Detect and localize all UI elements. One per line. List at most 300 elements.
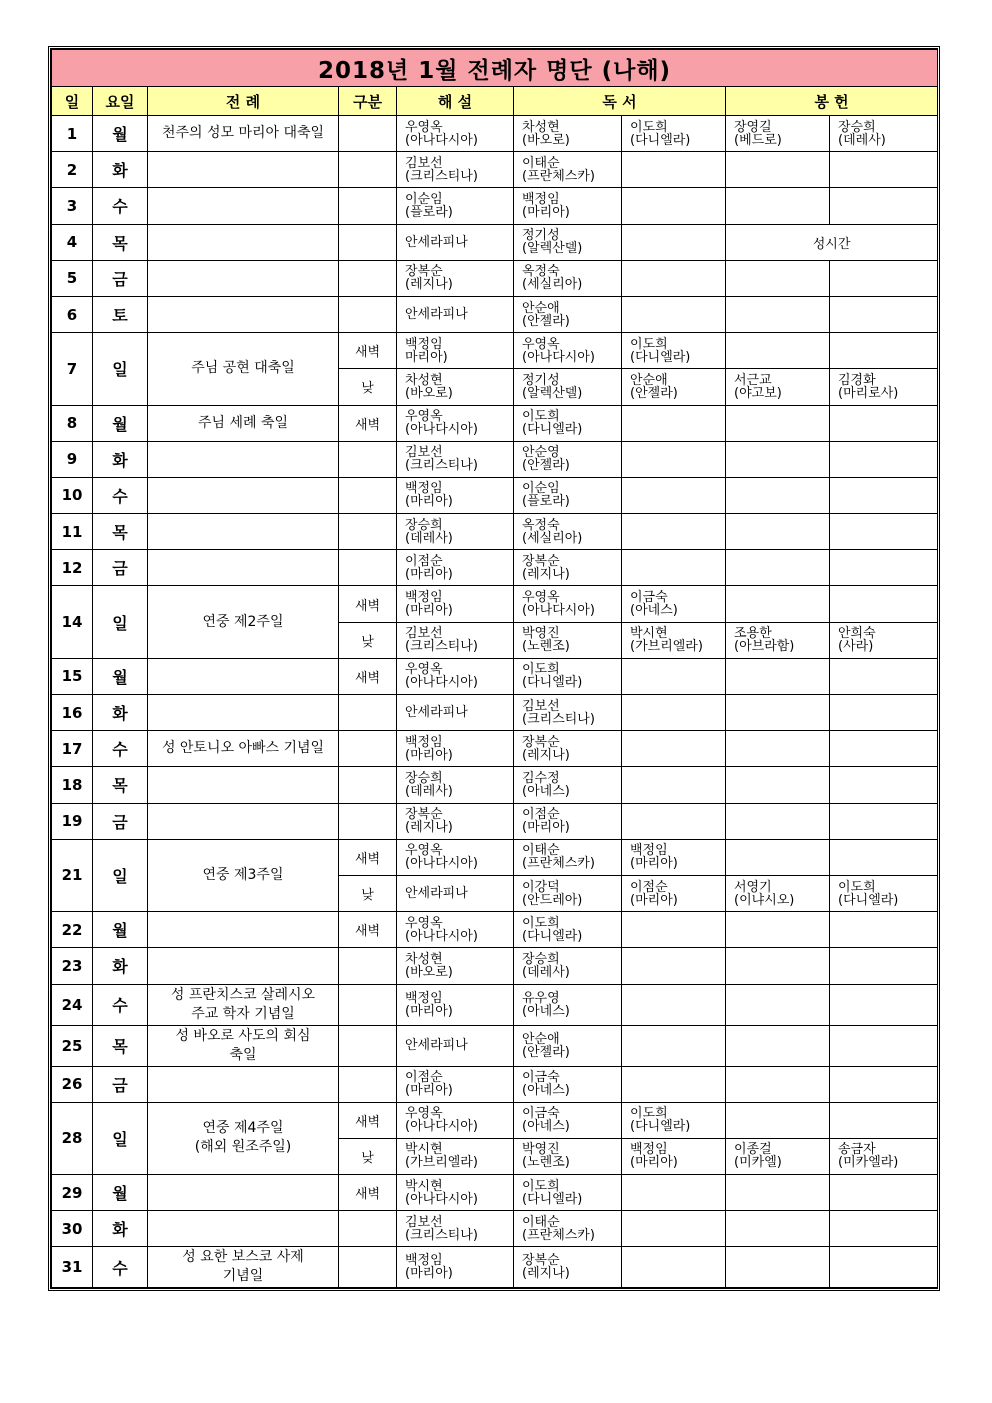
r1-name: 정기성 (알렉산델) — [522, 372, 583, 401]
category-cell — [339, 152, 397, 188]
comm-name: 우영옥 (아나다시아) — [405, 662, 478, 691]
category-cell — [339, 550, 397, 586]
o2-name: 안희숙 (사라) — [838, 626, 876, 655]
o1-cell — [726, 1247, 830, 1288]
r2-cell — [622, 731, 726, 767]
r1-name: 안순영 (안젤라) — [522, 445, 570, 474]
comm-cell — [397, 296, 514, 332]
o1-cell — [726, 912, 830, 948]
category-cell: 새벽 — [339, 333, 397, 369]
day-number: 19 — [52, 803, 93, 839]
o1-cell — [726, 695, 830, 731]
r1-name: 박영진 (노렌조) — [522, 1142, 570, 1171]
liturgy: 주님 세례 축일 — [148, 405, 339, 441]
o1-cell — [726, 260, 830, 296]
comm-cell — [397, 441, 514, 477]
r1-cell — [514, 188, 622, 224]
r1-cell — [514, 224, 622, 260]
r2-name: 이도희 (다니엘라) — [630, 336, 691, 365]
r2-cell — [622, 658, 726, 694]
comm-name: 박시현 (아나다시아) — [405, 1178, 478, 1207]
comm-name: 차성현 (바오로) — [405, 372, 453, 401]
category-cell — [339, 984, 397, 1025]
day-number: 4 — [52, 224, 93, 260]
table-row — [52, 441, 938, 477]
comm-name: 장승희 (데레사) — [405, 770, 453, 799]
r2-name: 이점순 (마리아) — [630, 879, 678, 908]
o1-name: 서근교 (야고보) — [734, 372, 782, 401]
table-row — [52, 1025, 938, 1066]
comm-name: 백정임 (마리아) — [405, 481, 453, 510]
r1-cell — [514, 1025, 622, 1066]
comm-cell — [397, 622, 514, 658]
table-row — [52, 550, 938, 586]
o1-cell — [726, 1175, 830, 1211]
table-row — [52, 948, 938, 984]
comm-cell — [397, 116, 514, 152]
o1-cell — [726, 1211, 830, 1247]
header-weekday: 요일 — [93, 87, 148, 116]
o1-cell — [726, 369, 830, 405]
liturgy — [148, 296, 339, 332]
o2-cell — [830, 1102, 938, 1138]
day-number: 5 — [52, 260, 93, 296]
weekday: 목 — [93, 224, 148, 260]
comm-cell — [397, 948, 514, 984]
table-row — [52, 1102, 938, 1138]
header-liturgy: 전 례 — [148, 87, 339, 116]
r1-cell — [514, 912, 622, 948]
o1-cell — [726, 405, 830, 441]
o1-name: 조용한 (아브라함) — [734, 626, 795, 655]
o2-cell — [830, 586, 938, 622]
comm-cell — [397, 188, 514, 224]
category-cell — [339, 695, 397, 731]
o1-cell — [726, 550, 830, 586]
liturgy: 연중 제4주일 (해외 원조주일) — [148, 1102, 339, 1174]
table-row — [52, 188, 938, 224]
comm-name: 김보선 (크리스티나) — [405, 445, 478, 474]
header-row — [52, 87, 938, 116]
r1-cell — [514, 550, 622, 586]
r2-cell — [622, 803, 726, 839]
weekday: 일 — [93, 586, 148, 658]
day-number: 17 — [52, 731, 93, 767]
day-number: 24 — [52, 984, 93, 1025]
r1-cell — [514, 1211, 622, 1247]
o1-cell — [726, 188, 830, 224]
comm-cell — [397, 1066, 514, 1102]
page-title: 2018년 1월 전례자 명단 (나해) — [52, 50, 938, 87]
o1-cell — [726, 586, 830, 622]
o2-cell — [830, 1025, 938, 1066]
r2-cell — [622, 912, 726, 948]
comm-name: 우영옥 (아나다시아) — [405, 409, 478, 438]
o1-cell — [726, 1066, 830, 1102]
o2-cell — [830, 875, 938, 911]
o2-cell — [830, 296, 938, 332]
r2-cell — [622, 622, 726, 658]
liturgy — [148, 514, 339, 550]
r2-cell — [622, 1138, 726, 1174]
o1-cell — [726, 1138, 830, 1174]
category-cell — [339, 767, 397, 803]
liturgy — [148, 188, 339, 224]
category-cell: 새벽 — [339, 405, 397, 441]
day-number: 9 — [52, 441, 93, 477]
category-cell: 새벽 — [339, 586, 397, 622]
o2-cell — [830, 1175, 938, 1211]
r2-cell — [622, 1175, 726, 1211]
comm-name: 백정임 (마리아) — [405, 590, 453, 619]
table-row — [52, 260, 938, 296]
category-cell: 낮 — [339, 1138, 397, 1174]
liturgy: 성 요한 보스코 사제 기념일 — [148, 1247, 339, 1288]
comm-name: 장복순 (레지나) — [405, 264, 453, 293]
liturgy: 성 프란치스코 살레시오 주교 학자 기념일 — [148, 984, 339, 1025]
comm-name: 이점순 (마리아) — [405, 1070, 453, 1099]
day-number: 29 — [52, 1175, 93, 1211]
o1-cell — [726, 658, 830, 694]
r1-cell — [514, 803, 622, 839]
r1-cell — [514, 1102, 622, 1138]
comm-name: 이점순 (마리아) — [405, 553, 453, 582]
o1-cell — [726, 1102, 830, 1138]
weekday: 금 — [93, 803, 148, 839]
category-cell: 새벽 — [339, 658, 397, 694]
day-number: 7 — [52, 333, 93, 405]
o2-cell — [830, 116, 938, 152]
comm-name: 백정임 (마리아) — [405, 734, 453, 763]
r1-cell — [514, 1066, 622, 1102]
category-cell: 낮 — [339, 369, 397, 405]
r2-cell — [622, 1066, 726, 1102]
o2-cell — [830, 622, 938, 658]
day-number: 12 — [52, 550, 93, 586]
day-number: 25 — [52, 1025, 93, 1066]
day-number: 21 — [52, 839, 93, 911]
category-cell — [339, 1211, 397, 1247]
o2-cell — [830, 948, 938, 984]
r1-name: 이태순 (프란체스카) — [522, 843, 595, 872]
r2-cell — [622, 333, 726, 369]
r1-name: 이순임 (플로라) — [522, 481, 570, 510]
r1-cell — [514, 839, 622, 875]
r1-name: 이금숙 (아네스) — [522, 1106, 570, 1135]
comm-cell — [397, 658, 514, 694]
comm-name: 안세라피나 — [405, 1038, 468, 1053]
weekday: 목 — [93, 514, 148, 550]
o2-cell — [830, 333, 938, 369]
table-row — [52, 224, 938, 260]
r1-name: 백정임 (마리아) — [522, 191, 570, 220]
o2-cell — [830, 1211, 938, 1247]
o2-name: 장승희 (데레사) — [838, 119, 886, 148]
day-number: 11 — [52, 514, 93, 550]
r1-name: 장승희 (데레사) — [522, 951, 570, 980]
comm-name: 백정임 (마리아) — [405, 990, 453, 1019]
category-cell — [339, 296, 397, 332]
comm-name: 이순임 (플로라) — [405, 191, 453, 220]
r2-cell — [622, 1247, 726, 1288]
header-offering: 봉 헌 — [726, 87, 938, 116]
liturgy: 성 안토니오 아빠스 기념일 — [148, 731, 339, 767]
header-category: 구분 — [339, 87, 397, 116]
weekday: 일 — [93, 839, 148, 911]
comm-name: 우영옥 (아나다시아) — [405, 915, 478, 944]
r1-name: 이도희 (다니엘라) — [522, 915, 583, 944]
o2-cell — [830, 803, 938, 839]
r1-name: 장복순 (레지나) — [522, 1253, 570, 1282]
day-number: 1 — [52, 116, 93, 152]
liturgy: 주님 공현 대축일 — [148, 333, 339, 405]
o1-name: 이종걸 (미카엘) — [734, 1142, 782, 1171]
table-row — [52, 803, 938, 839]
r1-name: 옥정숙 (세실리아) — [522, 264, 583, 293]
category-cell — [339, 1025, 397, 1066]
r2-name: 백정임 (마리아) — [630, 1142, 678, 1171]
weekday: 월 — [93, 1175, 148, 1211]
r2-cell — [622, 188, 726, 224]
r1-name: 옥정숙 (세실리아) — [522, 517, 583, 546]
day-number: 18 — [52, 767, 93, 803]
o2-cell — [830, 695, 938, 731]
day-number: 3 — [52, 188, 93, 224]
o2-cell — [830, 550, 938, 586]
comm-cell — [397, 586, 514, 622]
offering-wide: 성시간 — [726, 224, 938, 260]
category-cell: 낮 — [339, 622, 397, 658]
r1-cell — [514, 731, 622, 767]
o2-cell — [830, 1066, 938, 1102]
liturgy — [148, 1175, 339, 1211]
o2-name: 김경화 (마리로사) — [838, 372, 899, 401]
r1-cell — [514, 586, 622, 622]
r1-cell — [514, 514, 622, 550]
weekday: 목 — [93, 1025, 148, 1066]
liturgy — [148, 260, 339, 296]
r2-cell — [622, 550, 726, 586]
liturgy — [148, 550, 339, 586]
r1-name: 이도희 (다니엘라) — [522, 409, 583, 438]
category-cell: 새벽 — [339, 912, 397, 948]
day-number: 6 — [52, 296, 93, 332]
o2-cell — [830, 405, 938, 441]
header-commentary: 해 설 — [397, 87, 514, 116]
table-row — [52, 1066, 938, 1102]
o1-cell — [726, 152, 830, 188]
weekday: 화 — [93, 1211, 148, 1247]
table-row — [52, 586, 938, 622]
r2-name: 이금숙 (아네스) — [630, 590, 678, 619]
r1-cell — [514, 1138, 622, 1174]
category-cell: 낮 — [339, 875, 397, 911]
comm-cell — [397, 514, 514, 550]
comm-cell — [397, 369, 514, 405]
r1-cell — [514, 984, 622, 1025]
r2-name: 백정임 (마리아) — [630, 843, 678, 872]
comm-name: 박시현 (가브리엘라) — [405, 1142, 478, 1171]
weekday: 목 — [93, 767, 148, 803]
weekday: 토 — [93, 296, 148, 332]
r2-cell — [622, 586, 726, 622]
r1-cell — [514, 1175, 622, 1211]
day-number: 15 — [52, 658, 93, 694]
r1-name: 차성현 (바오로) — [522, 119, 570, 148]
liturgy — [148, 152, 339, 188]
r2-cell — [622, 514, 726, 550]
liturgy — [148, 803, 339, 839]
r2-cell — [622, 875, 726, 911]
roster-body — [52, 116, 938, 1288]
r1-cell — [514, 875, 622, 911]
r1-cell — [514, 658, 622, 694]
table-row — [52, 333, 938, 369]
category-cell: 새벽 — [339, 839, 397, 875]
o1-cell — [726, 803, 830, 839]
r2-cell — [622, 1211, 726, 1247]
r2-cell — [622, 260, 726, 296]
r1-name: 장복순 (레지나) — [522, 734, 570, 763]
r2-name: 이도희 (다니엘라) — [630, 119, 691, 148]
o1-cell — [726, 441, 830, 477]
r1-cell — [514, 767, 622, 803]
r2-cell — [622, 152, 726, 188]
r2-cell — [622, 1025, 726, 1066]
category-cell — [339, 1066, 397, 1102]
o1-cell — [726, 477, 830, 513]
o2-cell — [830, 152, 938, 188]
r2-name: 안순애 (안젤라) — [630, 372, 678, 401]
table-row — [52, 296, 938, 332]
r1-name: 안순애 (안젤라) — [522, 1031, 570, 1060]
table-row — [52, 1175, 938, 1211]
r1-name: 이점순 (마리아) — [522, 807, 570, 836]
day-number: 23 — [52, 948, 93, 984]
category-cell — [339, 260, 397, 296]
liturgy: 성 바오로 사도의 회심 축일 — [148, 1025, 339, 1066]
r1-name: 유우영 (아네스) — [522, 990, 570, 1019]
o1-cell — [726, 839, 830, 875]
r2-cell — [622, 441, 726, 477]
table-row — [52, 658, 938, 694]
weekday: 수 — [93, 731, 148, 767]
weekday: 수 — [93, 984, 148, 1025]
liturgy — [148, 948, 339, 984]
r1-name: 정기성 (알렉산델) — [522, 228, 583, 257]
category-cell — [339, 731, 397, 767]
r1-cell — [514, 333, 622, 369]
day-number: 22 — [52, 912, 93, 948]
weekday: 수 — [93, 1247, 148, 1288]
o2-cell — [830, 767, 938, 803]
weekday: 월 — [93, 116, 148, 152]
comm-cell — [397, 333, 514, 369]
weekday: 금 — [93, 550, 148, 586]
weekday: 월 — [93, 658, 148, 694]
r1-name: 김보선 (크리스티나) — [522, 698, 595, 727]
o1-cell — [726, 767, 830, 803]
category-cell — [339, 477, 397, 513]
table-row — [52, 984, 938, 1025]
table-row — [52, 405, 938, 441]
o1-cell — [726, 731, 830, 767]
day-number: 2 — [52, 152, 93, 188]
day-number: 16 — [52, 695, 93, 731]
comm-cell — [397, 984, 514, 1025]
comm-cell — [397, 405, 514, 441]
o2-cell — [830, 514, 938, 550]
table-row — [52, 731, 938, 767]
r2-cell — [622, 984, 726, 1025]
weekday: 화 — [93, 695, 148, 731]
o2-cell — [830, 369, 938, 405]
table-row — [52, 912, 938, 948]
table-row — [52, 767, 938, 803]
category-cell — [339, 948, 397, 984]
o1-name: 서영기 (이냐시오) — [734, 879, 795, 908]
weekday: 일 — [93, 333, 148, 405]
r1-cell — [514, 296, 622, 332]
o2-cell — [830, 1138, 938, 1174]
liturgy — [148, 1066, 339, 1102]
r2-cell — [622, 695, 726, 731]
comm-cell — [397, 875, 514, 911]
comm-cell — [397, 1175, 514, 1211]
table-row — [52, 152, 938, 188]
weekday: 월 — [93, 912, 148, 948]
comm-name: 안세라피나 — [405, 705, 468, 721]
liturgy — [148, 441, 339, 477]
table-row — [52, 839, 938, 875]
r1-name: 이도희 (다니엘라) — [522, 1178, 583, 1207]
r2-cell — [622, 948, 726, 984]
o2-cell — [830, 260, 938, 296]
weekday: 화 — [93, 152, 148, 188]
comm-cell — [397, 839, 514, 875]
comm-name: 안세라피나 — [405, 886, 468, 902]
liturgy — [148, 767, 339, 803]
o2-cell — [830, 1247, 938, 1288]
r2-cell — [622, 369, 726, 405]
r2-cell — [622, 839, 726, 875]
r1-name: 장복순 (레지나) — [522, 553, 570, 582]
day-number: 14 — [52, 586, 93, 658]
o1-cell — [726, 948, 830, 984]
o1-cell — [726, 1025, 830, 1066]
comm-name: 우영옥 (아나다시아) — [405, 1106, 478, 1135]
roster-table — [51, 49, 938, 1288]
r1-name: 이도희 (다니엘라) — [522, 662, 583, 691]
day-number: 30 — [52, 1211, 93, 1247]
table-row — [52, 1211, 938, 1247]
r1-name: 이금숙 (아네스) — [522, 1070, 570, 1099]
r1-name: 우영옥 (아나다시아) — [522, 336, 595, 365]
comm-cell — [397, 1211, 514, 1247]
r1-cell — [514, 441, 622, 477]
r1-cell — [514, 622, 622, 658]
r1-cell — [514, 260, 622, 296]
weekday: 수 — [93, 188, 148, 224]
weekday: 월 — [93, 405, 148, 441]
category-cell — [339, 224, 397, 260]
liturgy — [148, 912, 339, 948]
liturgy: 천주의 성모 마리아 대축일 — [148, 116, 339, 152]
comm-name: 김보선 (크리스티나) — [405, 626, 478, 655]
o2-name: 송금자 (미카엘라) — [838, 1142, 899, 1171]
r1-name: 김수정 (아네스) — [522, 770, 570, 799]
day-number: 8 — [52, 405, 93, 441]
